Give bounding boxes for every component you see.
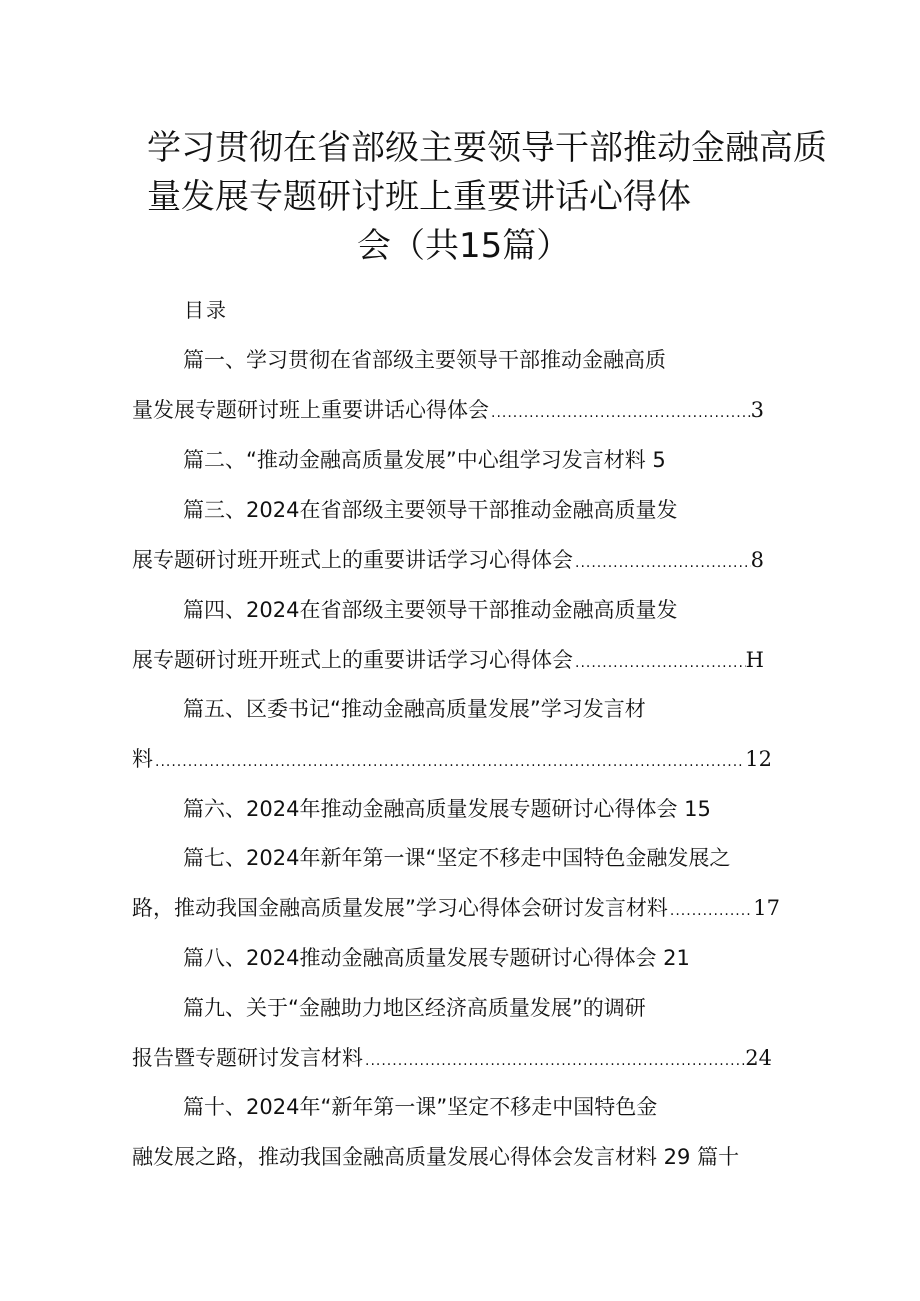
toc-entry-3-text: 展专题研讨班开班式上的重要讲话学习心得体会 <box>132 548 573 572</box>
toc-entry-3-page: 8 <box>750 548 764 572</box>
toc-entry-7-page: 17 <box>753 896 780 920</box>
toc-entry-4-text: 展专题研讨班开班式上的重要讲话学习心得体会 <box>132 648 573 672</box>
toc-entry-1-page: 3 <box>750 398 764 422</box>
toc-entry-4-page: H <box>745 648 764 672</box>
toc-entry-7-text: 路，推动我国金融高质量发展”学习心得体会研讨发言材料 <box>132 896 668 920</box>
document-title-line-1: 学习贯彻在省部级主要领导干部推动金融高质 <box>147 128 827 168</box>
toc-entry-3-line-2[interactable] <box>132 545 764 578</box>
toc-leader-dots <box>573 548 751 578</box>
toc-entry-9-text: 报告暨专题研讨发言材料 <box>132 1046 363 1070</box>
toc-heading: 目录 <box>184 298 228 322</box>
toc-entry-4-line-2[interactable] <box>132 645 764 678</box>
toc-leader-dots <box>573 648 746 678</box>
toc-entry-3-line-1[interactable]: 篇三、2024在省部级主要领导干部推动金融高质量发 <box>183 498 678 522</box>
toc-entry-2-line-1[interactable]: 篇二、“推动金融高质量发展”中心组学习发言材料 5 <box>183 448 666 472</box>
toc-entry-8-line-1[interactable]: 篇八、2024推动金融高质量发展专题研讨心得体会 21 <box>183 946 690 970</box>
toc-leader-dots <box>489 398 751 428</box>
toc-entry-1-text: 量发展专题研讨班上重要讲话心得体会 <box>132 398 489 422</box>
toc-entry-10-line-2[interactable]: 融发展之路，推动我国金融高质量发展心得体会发言材料 29 篇十 <box>132 1145 740 1169</box>
document-title-line-2: 量发展专题研讨班上重要讲话心得体 <box>147 177 691 217</box>
toc-entry-10-line-1[interactable]: 篇十、2024年“新年第一课”坚定不移走中国特色金 <box>183 1095 658 1119</box>
toc-entry-1-line-2[interactable] <box>132 395 764 428</box>
toc-leader-dots <box>668 896 753 926</box>
toc-entry-4-line-1[interactable]: 篇四、2024在省部级主要领导干部推动金融高质量发 <box>183 598 678 622</box>
toc-leader-dots <box>153 747 745 777</box>
toc-entry-7-line-2[interactable] <box>132 893 780 926</box>
toc-entry-9-line-2[interactable] <box>132 1043 772 1076</box>
toc-entry-1-line-1[interactable]: 篇一、学习贯彻在省部级主要领导干部推动金融高质 <box>183 348 666 372</box>
toc-entry-6-line-1[interactable]: 篇六、2024年推动金融高质量发展专题研讨心得体会 15 <box>183 797 711 821</box>
toc-entry-5-line-2[interactable] <box>132 744 772 777</box>
toc-entry-9-page: 24 <box>745 1046 772 1070</box>
toc-entry-5-line-1[interactable]: 篇五、区委书记“推动金融高质量发展”学习发言材 <box>183 697 646 721</box>
toc-leader-dots <box>363 1046 745 1076</box>
document-title-line-3: 会（共15篇） <box>357 226 571 266</box>
toc-entry-9-line-1[interactable]: 篇九、关于“金融助力地区经济高质量发展”的调研 <box>183 996 646 1020</box>
toc-entry-7-line-1[interactable]: 篇七、2024年新年第一课“坚定不移走中国特色金融发展之 <box>183 846 731 870</box>
toc-entry-5-text: 料 <box>132 747 153 771</box>
toc-entry-5-page: 12 <box>745 747 772 771</box>
